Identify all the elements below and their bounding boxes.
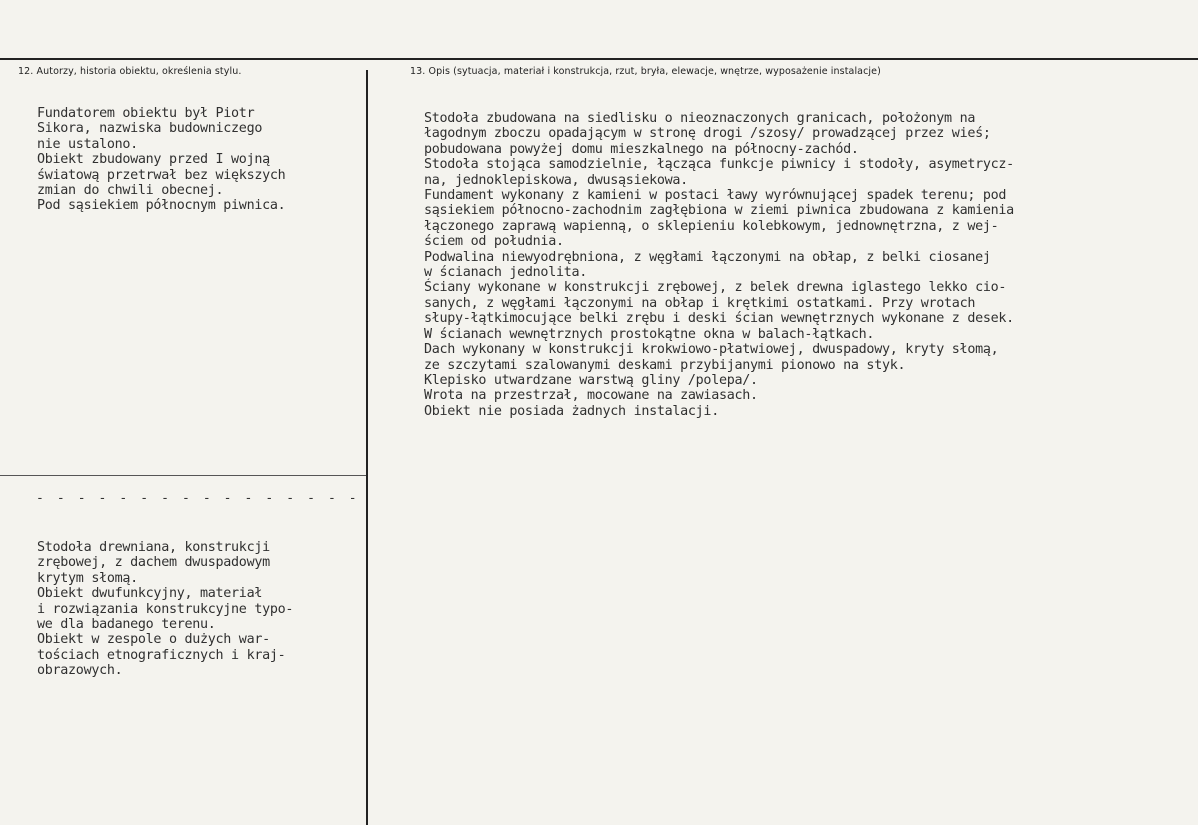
summary-text <box>37 540 293 679</box>
description-line: łączonego zaprawą wapienną, o sklepieniu kolebkowym, jednownętrzna, z wej- <box>424 218 999 234</box>
history-line: nie ustalono. <box>37 136 138 152</box>
description-line: Stodoła stojąca samodzielnie, łącząca funkcje piwnicy i stodoły, asymetrycz- <box>424 157 1014 173</box>
history-line: światową przetrwał bez większych <box>37 167 286 183</box>
description-line: Fundament wykonany z kamieni w postaci ławy wyrównującej spadek terenu; pod <box>424 188 1007 204</box>
description-line: Stodoła zbudowana na siedlisku o nieoznaczonych granicach, położonym na <box>424 111 976 126</box>
description-line: na, jednoklepiskowa, dwusąsiekowa. <box>424 172 688 188</box>
description-line: sąsiekiem północno-zachodnim zagłębiona w ziemi piwnica zbudowana z kamienia <box>424 203 1014 219</box>
history-line: Fundatorem obiektu był Piotr <box>37 106 255 121</box>
description-line: słupy-łątkimocujące belki zrębu i deski ścian wewnętrznych wykonane z desek. <box>424 311 1014 327</box>
description-line: pobudowana powyżej domu mieszkalnego na północny-zachód. <box>424 141 859 157</box>
history-line: Pod sąsiekiem północnym piwnica. <box>37 198 286 214</box>
summary-line: krytym słomą. <box>37 570 138 586</box>
history-line: Obiekt zbudowany przed I wojną <box>37 152 270 168</box>
summary-line: we dla badanego terenu. <box>37 617 216 633</box>
description-line: sanych, z węgłami łączonymi na obłap i krętkimi ostatkami. Przy wrotach <box>424 295 976 311</box>
dashed-separator: - - - - - - - - - - - - - - - - <box>36 491 360 506</box>
description-line: ze szczytami szalowanymi deskami przybijanymi pionowo na styk. <box>424 357 906 373</box>
description-line: łagodnym zboczu opadającym w stronę drogi /szosy/ prowadzącej przez wieś; <box>424 126 991 142</box>
summary-line: zrębowej, z dachem dwuspadowym <box>37 555 270 571</box>
history-line: zmian do chwili obecnej. <box>37 183 224 199</box>
description-line: Podwalina niewyodrębniona, z węgłami łączonymi na obłap, z belki ciosanej <box>424 249 991 265</box>
summary-line: i rozwiązania konstrukcyjne typo- <box>37 601 294 617</box>
description-line: Klepisko utwardzane warstwą gliny /polepa/. <box>424 372 758 388</box>
description-line: Obiekt nie posiada żadnych instalacji. <box>424 403 719 419</box>
summary-line: Obiekt w zespole o dużych war- <box>37 632 270 648</box>
history-line: Sikora, nazwiska budowniczego <box>37 121 263 137</box>
summary-line: Stodoła drewniana, konstrukcji <box>37 540 270 555</box>
summary-line: obrazowych. <box>37 663 123 679</box>
description-text <box>424 111 1014 419</box>
description-line: w ścianach jednolita. <box>424 265 587 281</box>
description-line: ściem od południa. <box>424 234 564 250</box>
section-12-header: 12. Autorzy, historia obiektu, określenia stylu. <box>18 66 242 77</box>
summary-line: Obiekt dwufunkcyjny, materiał <box>37 586 263 602</box>
top-border-line <box>0 58 1198 60</box>
description-line: Dach wykonany w konstrukcji krokwiowo-płatwiowej, dwuspadowy, kryty słomą, <box>424 342 999 358</box>
summary-line: tościach etnograficznych i kraj- <box>37 647 286 663</box>
description-line: Ściany wykonane w konstrukcji zrębowej, z belek drewna iglastego lekko cio- <box>424 280 1007 296</box>
section-13-header: 13. Opis (sytuacja, materiał i konstrukcja, rzut, bryła, elewacje, wnętrze, wyposażenie instalacje) <box>410 66 881 77</box>
column-divider <box>366 70 368 825</box>
description-line: Wrota na przestrzał, mocowane na zawiasach. <box>424 388 758 404</box>
left-section-divider <box>0 475 366 476</box>
history-text <box>37 106 285 214</box>
description-line: W ścianach wewnętrznych prostokątne okna w balach-łątkach. <box>424 326 875 342</box>
